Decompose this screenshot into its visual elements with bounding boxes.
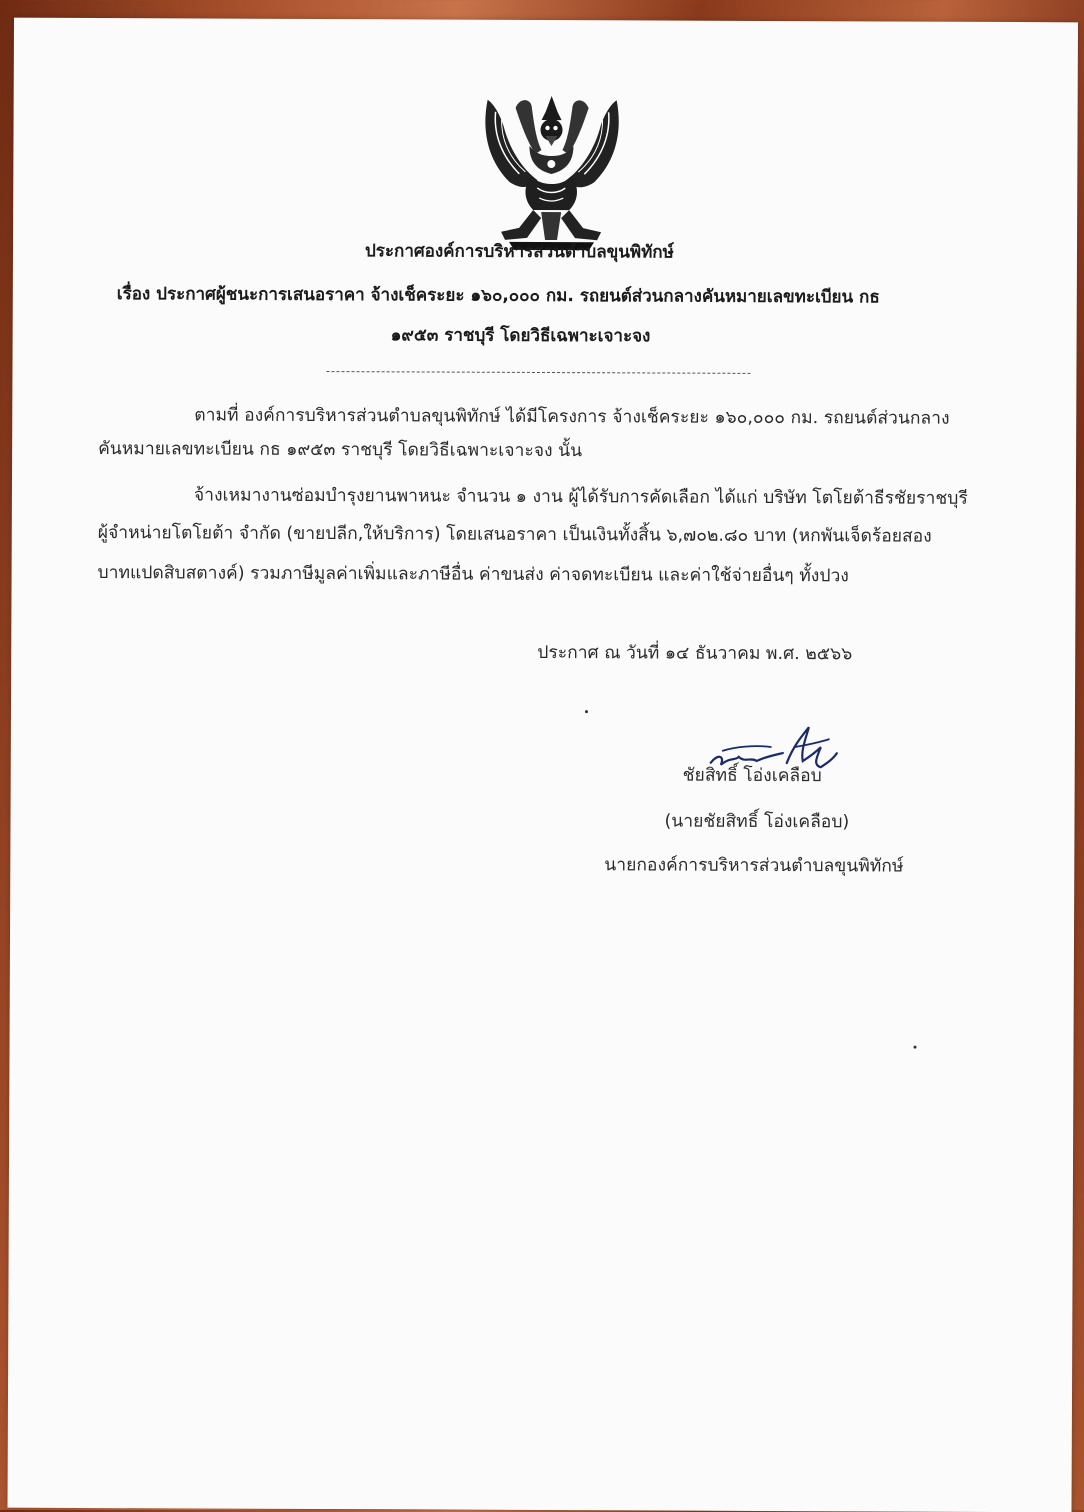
paper-speck [914, 1046, 917, 1049]
paragraph-1-line-2: คันหมายเลขทะเบียน กธ ๑๙๕๓ ราชบุรี โดยวิธีเฉพาะเจาะจง นั้น [98, 439, 583, 462]
paper-speck [585, 710, 588, 713]
document-page [8, 18, 1078, 1512]
signatory-position: นายกองค์การบริหารส่วนตำบลขุนพิทักษ์ [604, 855, 904, 877]
subject-line-2: ๑๙๕๓ ราชบุรี โดยวิธีเฉพาะเจาะจง [390, 325, 651, 347]
subject-line-1: เรื่อง ประกาศผู้ชนะการเสนอราคา จ้างเช็คระยะ ๑๖๐,๐๐๐ กม. รถยนต์ส่วนกลางคันหมายเลขทะเบียน กธ [116, 284, 880, 308]
announcement-title: ประกาศองค์การบริหารส่วนตำบลขุนพิทักษ์ [364, 241, 674, 263]
paragraph-2-line-2: ผู้จำหน่ายโตโยต้า จำกัด (ขายปลีก,ให้บริการ) โดยเสนอราคา เป็นเงินทั้งสิ้น ๖,๗๐๒.๘๐ บาท (หกพันเจ็ดร้อยสอง [97, 523, 932, 547]
paragraph-2-line-1: จ้างเหมางานซ่อมบำรุงยานพาหนะ จำนวน ๑ งาน ผู้ได้รับการคัดเลือก ได้แก่ บริษัท โตโยต้าธีรชัยราชบุรี [193, 485, 968, 509]
separator-line [326, 371, 750, 374]
paragraph-1-line-1: ตามที่ องค์การบริหารส่วนตำบลขุนพิทักษ์ ได้มีโครงการ จ้างเช็คระยะ ๑๖๐,๐๐๐ กม. รถยนต์ส่วนกลาง [194, 405, 950, 429]
garuda-emblem-icon [479, 90, 625, 256]
signatory-signed-name: ชัยสิทธิ์ โอ่งเคลือบ [682, 765, 822, 787]
announcement-date: ประกาศ ณ วันที่ ๑๔ ธันวาคม พ.ศ. ๒๕๖๖ [537, 642, 853, 665]
paragraph-2-line-3: บาทแปดสิบสตางค์) รวมภาษีมูลค่าเพิ่มและภาษีอื่น ค่าขนส่ง ค่าจดทะเบียน และค่าใช้จ่ายอื่นๆ ทั้งปวง [97, 563, 849, 587]
signatory-printed-name: (นายชัยสิทธิ์ โอ่งเคลือบ) [664, 811, 850, 833]
